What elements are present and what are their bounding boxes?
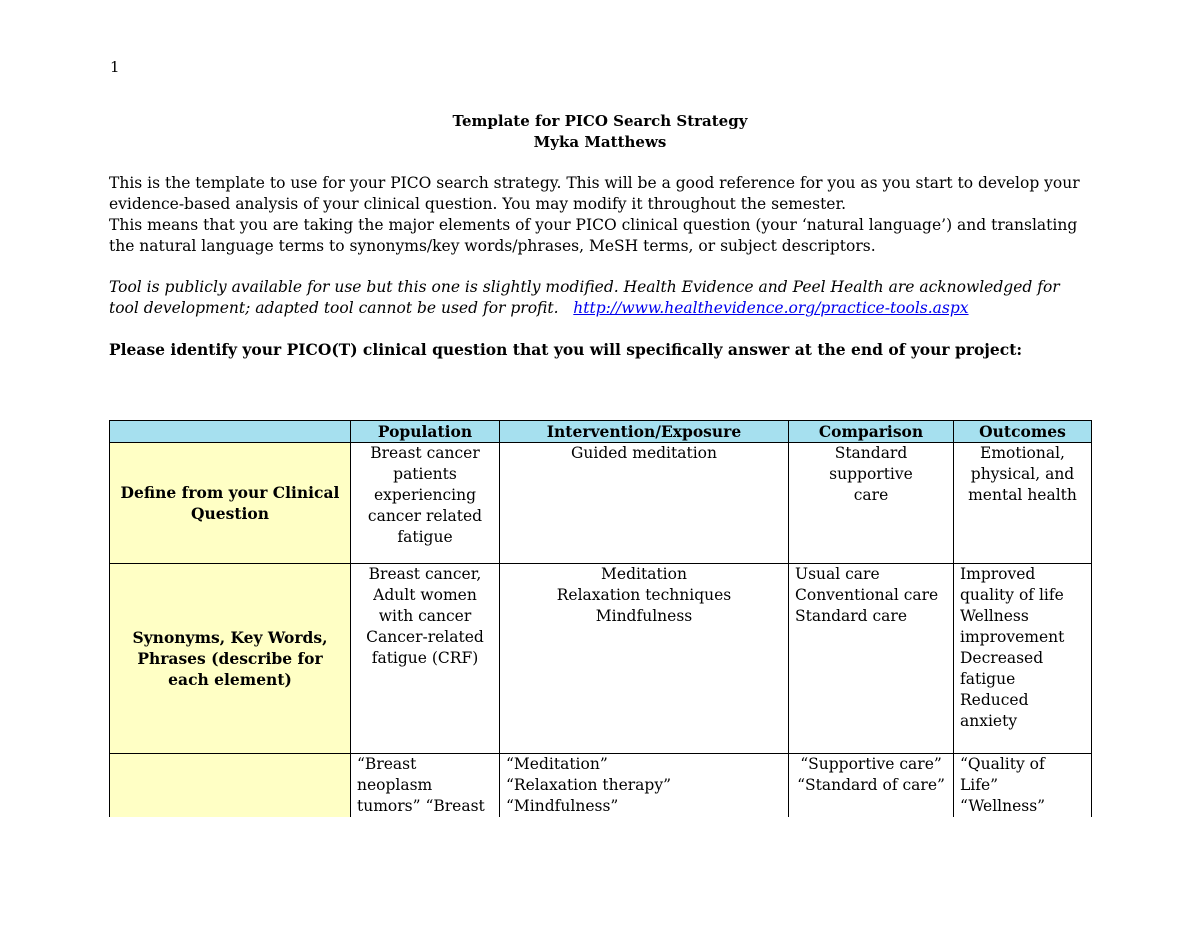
table-row (110, 443, 1092, 564)
outcomes-cell (954, 564, 1092, 754)
cell-line: Standard care (795, 607, 907, 625)
document-author: Myka Matthews (533, 133, 667, 151)
cell-line: fatigue (397, 528, 453, 546)
cell-line: Guided meditation (571, 444, 717, 462)
header-outcomes: Outcomes (954, 421, 1092, 443)
header-row (110, 421, 1092, 443)
cell-line: Cancer-related (366, 628, 484, 646)
cell-line: “Wellness” (960, 797, 1046, 815)
tool-note-paragraph (109, 277, 1089, 319)
population-cell (351, 564, 500, 754)
comparison-cell (789, 443, 954, 564)
cell-line: “Relaxation therapy” (506, 776, 672, 794)
cell-line: quality of life (960, 586, 1064, 604)
cell-line: “Quality of (960, 755, 1045, 773)
population-cell (351, 443, 500, 564)
row-label: Synonyms, Key Words, Phrases (describe for each element) (110, 564, 351, 754)
pico-table (109, 420, 1092, 860)
cell-line: fatigue (CRF) (371, 649, 479, 667)
cell-line: Adult women (373, 586, 477, 604)
cell-line: Breast cancer (370, 444, 480, 462)
cell-line: Decreased (960, 649, 1044, 667)
outcomes-cell (954, 443, 1092, 564)
tool-link[interactable]: http://www.healthevidence.org/practice-tools.aspx (573, 299, 969, 317)
cell-line: “Mindfulness” (506, 797, 619, 815)
header-intervention: Intervention/Exposure (500, 421, 789, 443)
cell-line: Reduced (960, 691, 1029, 709)
intro-line-1: This is the template to use for your PICO search strategy. This will be a good reference for you as you start to develop your evidence-based analysis of your clinical question. You may modify it throughout the semester. (109, 174, 1080, 213)
cell-line: Breast cancer, (368, 565, 482, 583)
document-title: Template for PICO Search Strategy (452, 112, 748, 130)
cell-line: experiencing (373, 486, 477, 504)
cell-line: cancer related (367, 507, 483, 525)
intro-line-2: This means that you are taking the major elements of your PICO clinical question (your ‘natural language’) and translating the natural language terms to synonyms/key words/phrases, MeSH terms, or subject descriptors. (109, 216, 1078, 255)
cell-line: with cancer (378, 607, 472, 625)
comparison-cell (789, 564, 954, 754)
cell-line: Life” (960, 776, 999, 794)
cell-line: anxiety (960, 712, 1018, 730)
cell-line: fatigue (960, 670, 1016, 688)
cell-line: Meditation (601, 565, 687, 583)
cell-line: Relaxation techniques (556, 586, 732, 604)
cell-line: Standard supportive (829, 444, 913, 483)
table-row (110, 564, 1092, 754)
intro-paragraph (109, 173, 1089, 257)
cell-line: physical, and (970, 465, 1075, 483)
cell-line: “Breast neoplasm (357, 755, 433, 794)
cell-line: “Meditation” (506, 755, 608, 773)
intervention-cell (500, 564, 789, 754)
cell-line: tumors” “Breast (357, 797, 485, 815)
page-number: 1 (110, 58, 120, 76)
cell-line: Wellness (960, 607, 1029, 625)
cell-line: Improved (960, 565, 1036, 583)
cell-line: Emotional, (980, 444, 1065, 462)
cell-line: “Supportive care” (800, 755, 942, 773)
header-population: Population (351, 421, 500, 443)
header-comparison: Comparison (789, 421, 954, 443)
cell-line: “Standard of care” (797, 776, 945, 794)
cell-line: mental health (968, 486, 1077, 504)
question-prompt: Please identify your PICO(T) clinical question that you will specifically answer at the end of your project: (109, 340, 1023, 359)
document-header (0, 111, 1200, 153)
cell-line: patients (393, 465, 457, 483)
cell-line: Mindfulness (595, 607, 693, 625)
cell-line: Conventional care (795, 586, 939, 604)
header-empty (110, 421, 351, 443)
cell-line: care (853, 486, 889, 504)
row-label: Define from your Clinical Question (110, 443, 351, 564)
cell-line: Usual care (795, 565, 880, 583)
page-bottom-margin (100, 817, 1100, 927)
tool-note-text: Tool is publicly available for use but this one is slightly modified. Health Evidence and Peel Health are acknowledged for tool development; adapted tool cannot be used for profit. (109, 278, 1060, 317)
cell-line: improvement (960, 628, 1065, 646)
intervention-cell (500, 443, 789, 564)
